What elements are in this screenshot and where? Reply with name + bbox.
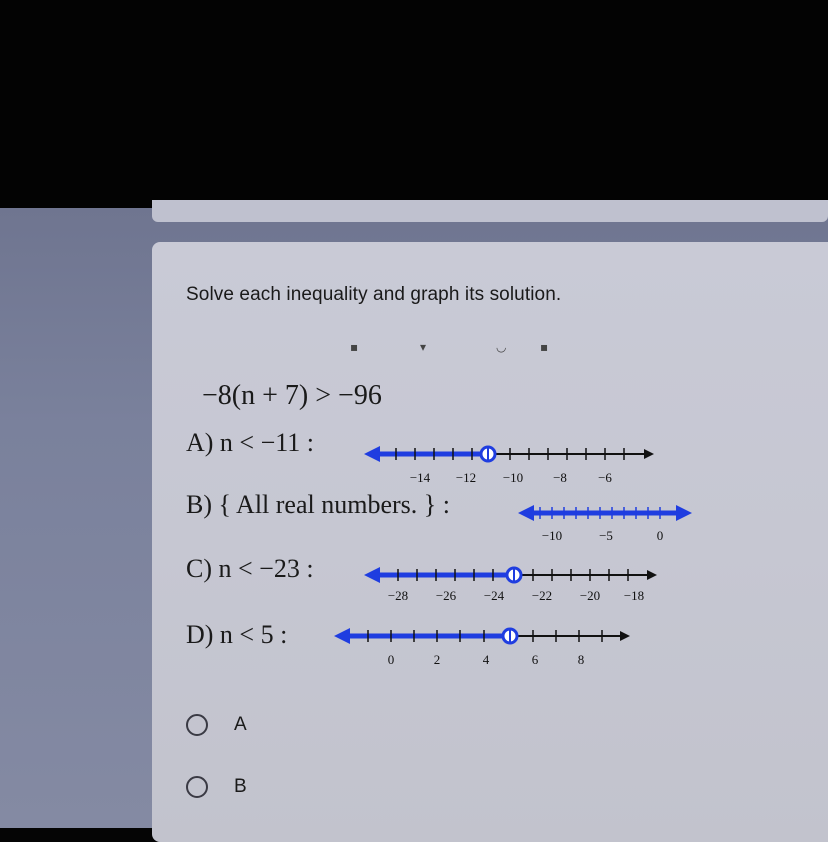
left-arrow (364, 446, 380, 462)
choice-b[interactable] (186, 776, 247, 798)
tick-label: −12 (455, 470, 477, 485)
tick-label: −22 (531, 588, 553, 603)
question-title: Solve each inequality and graph its solution. (186, 284, 562, 305)
number-line-d (334, 628, 628, 667)
choice-a[interactable] (186, 714, 247, 736)
option-c-label: C) n < −23 : (186, 554, 314, 583)
tick-label: 0 (387, 652, 395, 667)
option-d-label: D) n < 5 : (186, 620, 288, 649)
right-arrow (676, 505, 692, 521)
radio-button-b[interactable] (186, 776, 208, 798)
tick-label: −28 (387, 588, 409, 603)
number-line-a (364, 446, 652, 485)
left-arrow (334, 628, 350, 644)
tick-label: −10 (541, 528, 563, 543)
artifact-dot: ▪ (540, 340, 549, 354)
number-line-c (364, 567, 655, 603)
tick-label: −6 (598, 470, 612, 485)
tick-label: 6 (531, 652, 539, 667)
tick-label: 2 (433, 652, 441, 667)
tick-label: −8 (553, 470, 567, 485)
choice-b-label: B (234, 776, 247, 797)
tick-label: −24 (483, 588, 505, 603)
tick-label: −20 (579, 588, 601, 603)
artifact-dot: ◡ (496, 340, 507, 354)
left-arrow (518, 505, 534, 521)
inequality-problem: −8(n + 7) > −96 (202, 380, 382, 411)
radio-button-a[interactable] (186, 714, 208, 736)
number-line-b (518, 505, 692, 543)
choice-a-label: A (234, 714, 247, 735)
tick-label: −5 (599, 528, 613, 543)
tick-label: −14 (409, 470, 431, 485)
tick-label: 8 (577, 652, 585, 667)
tick-label: −18 (623, 588, 645, 603)
left-arrow (364, 567, 380, 583)
tick-label: 0 (656, 528, 664, 543)
tick-label: −26 (435, 588, 457, 603)
tick-label: −10 (502, 470, 524, 485)
option-a-label: A) n < −11 : (186, 428, 315, 457)
artifact-dot: ▪ (350, 340, 359, 354)
option-b-label: B) { All real numbers. } : (186, 490, 450, 519)
artifact-dot: ▾ (420, 340, 427, 354)
tick-label: 4 (482, 652, 490, 667)
